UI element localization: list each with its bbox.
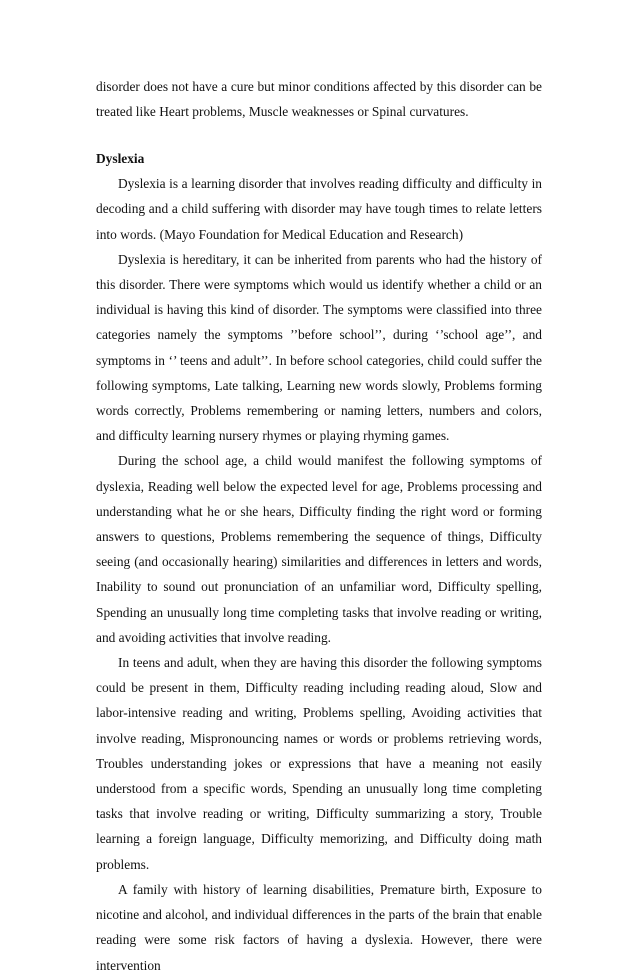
body-paragraph-4: In teens and adult, when they are having this disorder the following symptoms could be present in them, Difficulty reading including reading aloud, Slow and labor-intensive reading and writing, Problems spelling, Avoiding activities that involve reading, Mispronouncing names or words or problems retrieving words, Troubles understanding jokes or expressions that have a meaning not easily understood from a specific words, Spending an unusually long time completing tasks that involve reading or writing, Difficulty summarizing a story, Trouble learning a foreign language, Difficulty memorizing, and Difficulty doing math problems. [96, 655, 542, 872]
body-paragraph-2: Dyslexia is hereditary, it can be inherited from parents who had the history of this disorder. There were symptoms which would us identify whether a child or an individual is having this kind of disorder. The symptoms were classified into three categories namely the symptoms ’’before school’’, during ‘’school age’’, and symptoms in ‘’ teens and adult’’. In before school categories, child could suffer the following symptoms, Late talking, Learning new words slowly, Problems forming words correctly, Problems remembering or naming letters, numbers and colors, and difficulty learning nursery rhymes or playing rhyming games. [96, 251, 542, 444]
body-paragraph-3: During the school age, a child would manifest the following symptoms of dyslexia, Reading well below the expected level for age, Problems processing and understanding what he or she hears, Difficulty finding the right word or forming answers to questions, Problems remembering the sequence of things, Difficulty seeing (and occasionally hearing) similarities and differences in letters and words, Inability to sound out pronunciation of an unfamiliar word, Difficulty spelling, Spending an unusually long time completing tasks that involve reading or writing, and avoiding activities that involve reading. [96, 453, 542, 645]
section-heading: Dyslexia [96, 151, 145, 166]
body-paragraph-1: Dyslexia is a learning disorder that involves reading difficulty and difficulty in decoding and a child suffering with disorder may have tough times to relate letters into words. (Mayo Foundation for Medical Education and Research) [96, 176, 542, 242]
intro-block [96, 74, 542, 124]
intro-paragraph: disorder does not have a cure but minor conditions affected by this disorder can be treated like Heart problems, Muscle weaknesses or Spinal curvatures. [96, 79, 542, 120]
body-paragraph-5: A family with history of learning disabilities, Premature birth, Exposure to nicotine and alcohol, and individual differences in the parts of the brain that enable reading were some risk factors of having a dyslexia. However, there were intervention [96, 881, 542, 973]
dyslexia-section [96, 146, 542, 978]
